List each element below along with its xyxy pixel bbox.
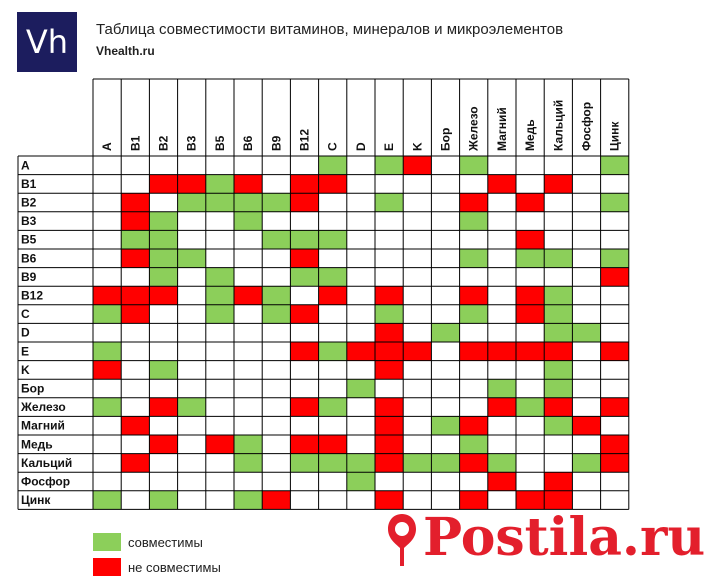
cell-incompatible — [544, 472, 572, 491]
column-label: C — [325, 142, 340, 151]
column-label: K — [410, 142, 425, 151]
postila-watermark — [385, 508, 705, 568]
row-label: Бор — [21, 381, 45, 396]
cell-incompatible — [460, 193, 488, 212]
cell-compatible — [375, 156, 403, 175]
cell-incompatible — [149, 398, 177, 417]
cell-incompatible — [375, 435, 403, 454]
column-label: Фосфор — [579, 101, 594, 151]
cell-incompatible — [149, 175, 177, 194]
row-label: Железо — [21, 400, 66, 415]
cell-compatible — [290, 454, 318, 473]
column-label: B2 — [156, 135, 171, 151]
cell-compatible — [516, 398, 544, 417]
cell-compatible — [460, 249, 488, 268]
cell-incompatible — [319, 435, 347, 454]
cell-incompatible — [488, 342, 516, 361]
row-label: B2 — [21, 195, 37, 210]
cell-compatible — [290, 230, 318, 249]
cell-incompatible — [290, 249, 318, 268]
cell-compatible — [234, 193, 262, 212]
column-label: Цинк — [607, 121, 622, 151]
row-label: B1 — [21, 176, 37, 191]
cell-compatible — [516, 249, 544, 268]
column-label: D — [353, 142, 368, 151]
cell-incompatible — [121, 305, 149, 324]
cell-compatible — [93, 491, 121, 510]
cell-compatible — [178, 249, 206, 268]
cell-incompatible — [488, 175, 516, 194]
cell-incompatible — [121, 249, 149, 268]
cell-incompatible — [121, 454, 149, 473]
cell-incompatible — [572, 416, 600, 435]
cell-incompatible — [290, 435, 318, 454]
cell-incompatible — [375, 398, 403, 417]
row-label: B5 — [21, 232, 37, 247]
cell-compatible — [262, 193, 290, 212]
column-label: B9 — [269, 135, 284, 151]
cell-compatible — [460, 435, 488, 454]
cell-compatible — [347, 472, 375, 491]
cell-compatible — [319, 156, 347, 175]
cell-compatible — [178, 193, 206, 212]
cell-incompatible — [234, 175, 262, 194]
cell-incompatible — [121, 416, 149, 435]
cell-incompatible — [290, 175, 318, 194]
row-label: A — [21, 158, 30, 173]
cell-compatible — [93, 305, 121, 324]
row-label: B9 — [21, 269, 37, 284]
cell-incompatible — [488, 472, 516, 491]
cell-compatible — [544, 361, 572, 380]
cell-compatible — [206, 305, 234, 324]
cell-compatible — [544, 249, 572, 268]
cell-incompatible — [375, 323, 403, 342]
column-label: A — [100, 142, 115, 151]
cell-compatible — [234, 435, 262, 454]
cell-compatible — [319, 342, 347, 361]
cell-incompatible — [403, 342, 431, 361]
cell-compatible — [488, 379, 516, 398]
column-label: B5 — [212, 135, 227, 151]
cell-compatible — [262, 305, 290, 324]
cell-incompatible — [262, 491, 290, 510]
cell-incompatible — [149, 435, 177, 454]
cell-compatible — [460, 305, 488, 324]
column-label: B12 — [297, 128, 312, 151]
cell-compatible — [431, 416, 459, 435]
cell-incompatible — [290, 398, 318, 417]
cell-compatible — [544, 416, 572, 435]
cell-compatible — [431, 454, 459, 473]
cell-incompatible — [290, 305, 318, 324]
cell-compatible — [290, 268, 318, 287]
cell-incompatible — [93, 286, 121, 305]
cell-incompatible — [516, 305, 544, 324]
row-label: Кальций — [21, 455, 73, 470]
cell-incompatible — [319, 286, 347, 305]
cell-compatible — [234, 454, 262, 473]
page-title: Таблица совместимости витаминов, минералов и микроэлементов — [96, 21, 564, 38]
legend-swatch-incompatible — [93, 558, 121, 576]
cell-incompatible — [544, 342, 572, 361]
cell-compatible — [375, 305, 403, 324]
cell-incompatible — [93, 361, 121, 380]
row-label: Цинк — [21, 493, 51, 508]
cell-compatible — [572, 454, 600, 473]
cell-compatible — [178, 398, 206, 417]
cell-incompatible — [601, 268, 629, 287]
row-label: D — [21, 325, 30, 340]
cell-incompatible — [601, 342, 629, 361]
cell-incompatible — [121, 286, 149, 305]
cell-compatible — [403, 454, 431, 473]
cell-incompatible — [460, 416, 488, 435]
column-label: Бор — [438, 127, 453, 151]
cell-incompatible — [290, 193, 318, 212]
row-label: Медь — [21, 437, 53, 452]
cell-compatible — [544, 286, 572, 305]
cell-compatible — [544, 323, 572, 342]
cell-incompatible — [516, 193, 544, 212]
row-label: Магний — [21, 418, 65, 433]
cell-compatible — [206, 268, 234, 287]
cell-incompatible — [601, 454, 629, 473]
cell-incompatible — [516, 286, 544, 305]
cell-compatible — [149, 491, 177, 510]
cell-compatible — [121, 230, 149, 249]
cell-compatible — [488, 454, 516, 473]
row-label: B12 — [21, 288, 44, 303]
column-label: B6 — [241, 135, 256, 151]
cell-incompatible — [149, 286, 177, 305]
cell-incompatible — [375, 454, 403, 473]
legend-swatch-compatible — [93, 533, 121, 551]
column-label: B1 — [128, 135, 143, 151]
cell-compatible — [206, 175, 234, 194]
row-label: B3 — [21, 214, 37, 229]
cell-incompatible — [601, 398, 629, 417]
cell-incompatible — [403, 156, 431, 175]
watermark-text: Postila.ru — [423, 507, 705, 568]
cell-incompatible — [121, 212, 149, 231]
cell-incompatible — [375, 416, 403, 435]
cell-incompatible — [375, 361, 403, 380]
cell-incompatible — [516, 342, 544, 361]
cell-incompatible — [488, 398, 516, 417]
cell-incompatible — [601, 435, 629, 454]
cell-incompatible — [375, 286, 403, 305]
column-label: Медь — [523, 119, 538, 151]
column-label: E — [382, 142, 397, 151]
cell-compatible — [149, 268, 177, 287]
cell-incompatible — [460, 342, 488, 361]
cell-compatible — [206, 193, 234, 212]
cell-compatible — [319, 454, 347, 473]
cell-compatible — [601, 249, 629, 268]
cell-incompatible — [375, 342, 403, 361]
cell-incompatible — [206, 435, 234, 454]
cell-compatible — [93, 398, 121, 417]
column-label: Кальций — [551, 99, 566, 151]
row-label: B6 — [21, 251, 37, 266]
cell-incompatible — [234, 286, 262, 305]
row-label: K — [21, 362, 30, 377]
cell-compatible — [206, 286, 234, 305]
cell-incompatible — [516, 230, 544, 249]
vhealth-logo: Vh — [17, 12, 77, 72]
cell-compatible — [460, 212, 488, 231]
cell-compatible — [347, 379, 375, 398]
cell-compatible — [601, 193, 629, 212]
row-label: C — [21, 307, 30, 322]
legend-label-compatible: совместимы — [128, 535, 203, 550]
cell-compatible — [319, 268, 347, 287]
row-label: E — [21, 344, 30, 359]
cell-compatible — [234, 212, 262, 231]
cell-incompatible — [375, 491, 403, 510]
site-name: Vhealth.ru — [96, 44, 155, 58]
cell-compatible — [319, 398, 347, 417]
cell-compatible — [262, 230, 290, 249]
column-label: Магний — [494, 107, 509, 151]
cell-incompatible — [544, 398, 572, 417]
cell-compatible — [544, 379, 572, 398]
cell-compatible — [460, 156, 488, 175]
legend-label-incompatible: не совместимы — [128, 560, 221, 575]
cell-compatible — [347, 454, 375, 473]
cell-compatible — [93, 342, 121, 361]
cell-incompatible — [178, 175, 206, 194]
cell-incompatible — [544, 175, 572, 194]
cell-compatible — [234, 491, 262, 510]
cell-compatible — [572, 323, 600, 342]
cell-compatible — [149, 249, 177, 268]
cell-incompatible — [347, 342, 375, 361]
cell-compatible — [149, 212, 177, 231]
cell-incompatible — [460, 286, 488, 305]
cell-compatible — [375, 193, 403, 212]
cell-compatible — [262, 286, 290, 305]
cell-compatible — [601, 156, 629, 175]
cell-incompatible — [319, 175, 347, 194]
cell-incompatible — [290, 342, 318, 361]
cell-compatible — [544, 305, 572, 324]
cell-incompatible — [460, 454, 488, 473]
cell-compatible — [319, 230, 347, 249]
column-label: Железо — [466, 106, 481, 151]
column-label: B3 — [184, 135, 199, 151]
pin-icon — [385, 512, 419, 568]
cell-compatible — [431, 323, 459, 342]
row-label: Фосфор — [21, 474, 71, 489]
cell-compatible — [149, 361, 177, 380]
cell-incompatible — [121, 193, 149, 212]
cell-compatible — [149, 230, 177, 249]
